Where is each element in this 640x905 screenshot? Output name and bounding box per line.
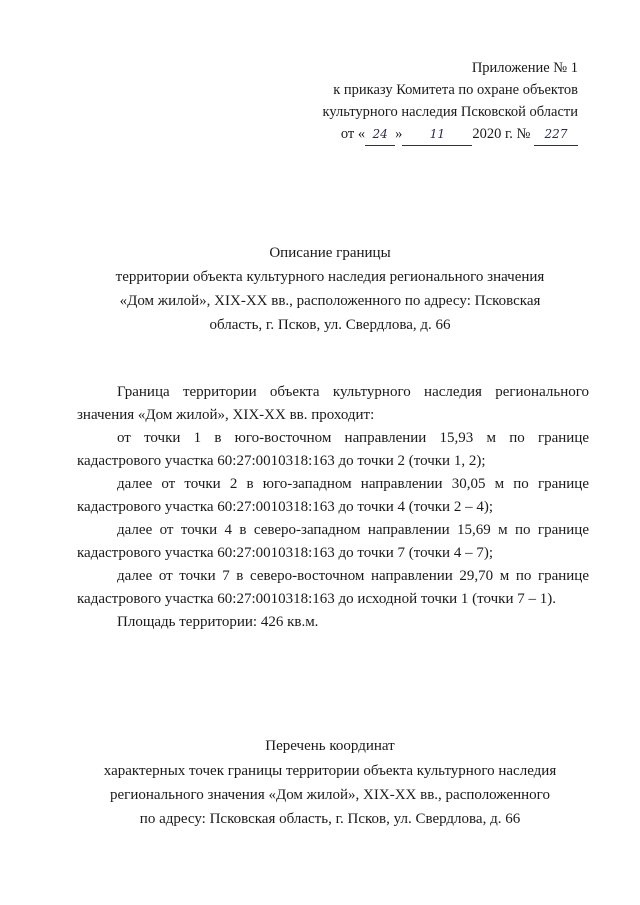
- description-heading: Описание границы: [269, 245, 391, 261]
- boundary-segment-1: от точки 1 в юго-восточном направлении 15,93 м по границе кадастрового участка 60:27:0010318:163 до точки 2 (точки 1, 2);: [77, 430, 589, 469]
- coordinates-subtitle-3: по адресу: Псковская область, г. Псков, ул. Свердлова, д. 66: [139, 811, 521, 827]
- boundary-description: [77, 381, 589, 634]
- date-month-handwritten: 11: [402, 123, 472, 146]
- boundary-segment-3: далее от точки 4 в северо-западном направлении 15,69 м по границе кадастрового участка 60:27:0010318:163 до точки 7 (точки 4 – 7);: [77, 522, 589, 561]
- date-day-handwritten: 24: [365, 123, 395, 146]
- coordinates-heading: Перечень координат: [265, 738, 395, 754]
- appendix-title: Приложение № 1: [471, 60, 578, 76]
- date-year: 2020 г. №: [472, 126, 531, 142]
- territory-area: Площадь территории: 426 кв.м.: [117, 614, 319, 630]
- coordinates-list-title: [70, 734, 590, 831]
- description-subtitle-2: «Дом жилой», XIX-XX вв., расположенного по адресу: Псковская: [119, 293, 541, 309]
- coordinates-subtitle-2: регионального значения «Дом жилой», XIX-XX вв., расположенного: [110, 787, 550, 803]
- description-subtitle-3: область, г. Псков, ул. Свердлова, д. 66: [209, 317, 451, 333]
- coordinates-subtitle-1: характерных точек границы территории объекта культурного наследия: [103, 763, 557, 779]
- description-subtitle-1: территории объекта культурного наследия регионального значения: [115, 269, 545, 285]
- appendix-date-line: [278, 123, 578, 146]
- appendix-committee: культурного наследия Псковской области: [322, 104, 578, 120]
- boundary-segment-2: далее от точки 2 в юго-западном направлении 30,05 м по границе кадастрового участка 60:27:0010318:163 до точки 4 (точки 2 – 4);: [77, 476, 589, 515]
- date-mid: »: [395, 126, 403, 142]
- appendix-order-ref: к приказу Комитета по охране объектов: [333, 82, 578, 98]
- order-number-handwritten: 227: [534, 123, 578, 146]
- appendix-header: [278, 57, 578, 146]
- boundary-segment-4: далее от точки 7 в северо-восточном направлении 29,70 м по границе кадастрового участка 60:27:0010318:163 до исходной точки 1 (точки 7 – 1).: [77, 568, 589, 607]
- boundary-intro: Граница территории объекта культурного наследия регионального значения «Дом жилой», XIX-XX вв. проходит:: [77, 384, 589, 423]
- date-prefix: от «: [340, 126, 366, 142]
- description-title: [70, 241, 590, 337]
